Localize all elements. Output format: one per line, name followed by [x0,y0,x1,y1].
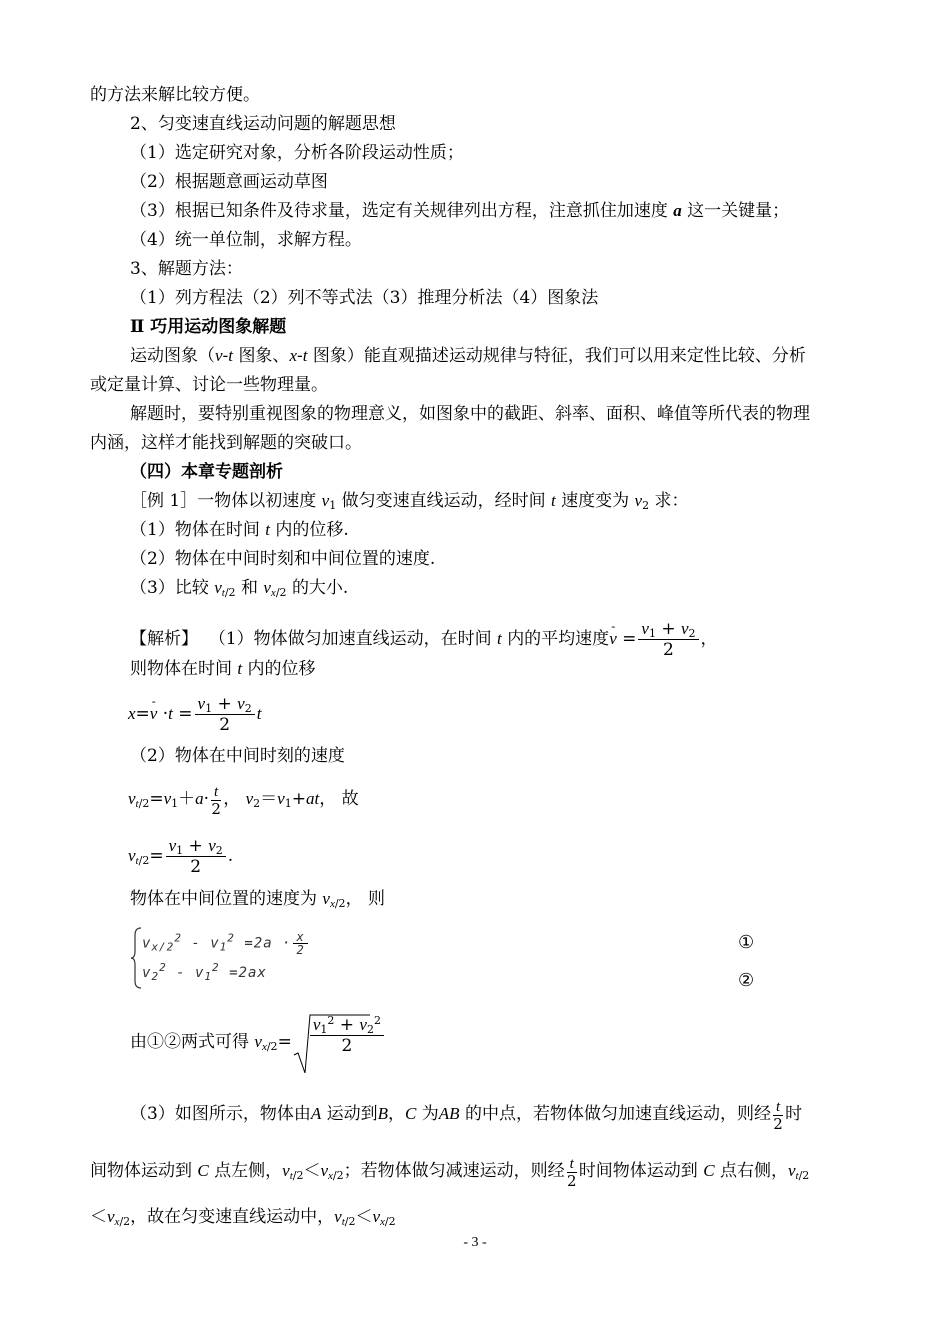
text-line: 的方法来解比较方便。 [90,85,260,105]
example-statement: ［例 1］一物体以初速度 $v_1$ 做匀变速直线运动，经时间 t 速度变为 $v_2$ 求： [130,491,689,512]
equation: 由①②两式可得 $v_{x/2}=$ $\frac{v_1^2 + v_2^2}{2}$ [130,1010,372,1074]
text-line: 间物体运动到 C 点左侧，$v_{t/2}<v_{x/2}$；若物体做匀减速运动，则经 $\frac{t}{2}$ 时间物体运动到 C 点右侧，$v_{t/2}$ [90,1155,810,1190]
page-number: - 3 - [463,1235,487,1250]
equation-system [130,925,350,991]
text-line: 解题时，要特别重视图象的物理意义，如图象中的截距、斜率、面积、峰值等所代表的物理 [130,404,810,424]
text-line: （3）根据已知条件及待求量，选定有关规律列出方程，注意抓住加速度 a 这一关键量； [130,201,790,221]
solution-line: 【解析】 （1）物体做匀加速直线运动，在时间 t 内的平均速度- v = $\frac{v_1 + v_2}{2}$ ， [130,615,718,663]
text-line: （1）选定研究对象，分析各阶段运动性质； [130,143,464,163]
text-line: （2）物体在中间时刻的速度 [130,746,345,766]
text-line: 物体在中间位置的速度为 $v_{x/2}$， 则 [130,889,385,910]
section-heading: 3、解题方法： [130,259,243,279]
equation-line-2: $v_2^2 - v_1^2 =2ax$ [142,961,267,983]
equation: x=- v ·t = $\frac{v_1 + v_2}{2}$ t [128,690,261,738]
text-line: （3）如图所示，物体由A 运动到B，C 为AB 的中点，若物体做匀加速直线运动，则经 $\frac{t}{2}$ 时 [130,1098,803,1133]
sqrt-expression: $\frac{v_1^2 + v_2^2}{2}$ [292,1013,372,1073]
equation: $v_{t/2}=$ $\frac{v_1 + v_2}{2}$ . [128,836,234,877]
text-line: 内涵，这样才能找到解题的突破口。 [90,433,362,453]
equation-marker-1: ① [738,932,755,953]
text-line: （1）列方程法（2）列不等式法（3）推理分析法（4）图象法 [130,288,599,308]
text-line: 则物体在时间 t 内的位移 [130,659,316,679]
text-line: 或定量计算、讨论一些物理量。 [90,375,328,395]
question: （2）物体在中间时刻和中间位置的速度. [130,549,436,569]
equation: $v_{t/2}=v_1+a\cdot$ $\frac{t}{2}$ ， $v_2=v_1+at$， 故 [128,783,359,818]
text-line: （2）根据题意画运动草图 [130,172,328,192]
section-title: （四）本章专题剖析 [130,462,283,482]
text-line: $<v_{x/2}$，故在匀变速直线运动中，$v_{t/2}<v_{x/2}$ [90,1207,396,1228]
equation-marker-2: ② [738,970,755,991]
equation-line-1: $v_{x/2}^2 - v_1^2 =2a$ · $\frac{x}{2}$ [142,931,310,956]
section-title: Ⅱ 巧用运动图象解题 [130,317,287,337]
question: （3）比较 $v_{t/2}$ 和 $v_{x/2}$ 的大小. [130,578,349,599]
text-line: 运动图象（v-t 图象、x-t 图象）能直观描述运动规律与特征，我们可以用来定性比较、分析 [130,346,806,366]
section-heading: 2、匀变速直线运动问题的解题思想 [130,114,396,134]
question: （1）物体在时间 t 内的位移. [130,520,349,540]
fraction: $\frac{v_1 + v_2}{2}$ [638,619,698,660]
text-line: （4）统一单位制，求解方程。 [130,230,362,250]
